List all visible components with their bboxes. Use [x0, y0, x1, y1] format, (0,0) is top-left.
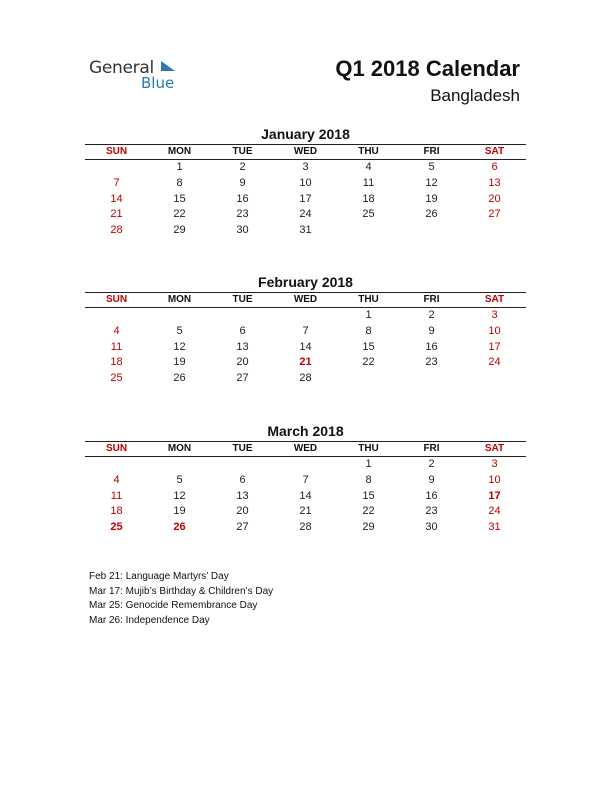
weekday-header: SAT [484, 294, 505, 305]
week-row [85, 371, 526, 387]
holiday-item: Mar 26: Independence Day [89, 614, 210, 626]
week-row [85, 223, 526, 239]
holiday-item: Mar 25: Genocide Remembrance Day [89, 600, 258, 611]
week-row [85, 207, 526, 223]
day-cell: 23 [425, 505, 438, 518]
day-cell: 13 [236, 340, 249, 353]
month-title: March 2018 [267, 423, 344, 439]
empty-day-cell [463, 371, 526, 387]
day-cell: 27 [236, 521, 249, 534]
empty-day-cell [400, 371, 463, 387]
day-cell: 1 [365, 309, 372, 321]
day-cell: 2 [428, 458, 435, 470]
week-row [85, 176, 526, 192]
holiday-item: Feb 21: Language Martyrs’ Day [89, 571, 229, 582]
month-march [85, 422, 526, 536]
day-cell: 3 [302, 161, 309, 173]
day-cell: 8 [365, 324, 372, 337]
day-cell: 19 [173, 356, 186, 369]
week-row [85, 457, 526, 473]
logo-general-text: General [89, 58, 154, 78]
weekday-header: SUN [105, 294, 128, 305]
day-cell: 9 [239, 176, 246, 189]
day-cell: 26 [425, 208, 438, 221]
day-cell: 15 [362, 340, 375, 353]
country-subtitle: Bangladesh [430, 86, 520, 105]
weekday-header: WED [293, 443, 318, 454]
day-cell: 10 [488, 324, 501, 337]
empty-day-cell [274, 457, 337, 473]
week-row [85, 324, 526, 340]
empty-day-cell [211, 457, 274, 473]
weekday-header: TUE [232, 443, 253, 454]
day-cell: 29 [362, 521, 375, 534]
page-title: Q1 2018 Calendar [335, 56, 520, 81]
weekday-header: THU [358, 443, 379, 454]
day-cell: 6 [491, 161, 498, 173]
day-cell: 22 [173, 208, 186, 221]
day-cell: 4 [113, 324, 120, 337]
day-cell: 24 [299, 208, 312, 221]
day-cell: 4 [113, 473, 120, 486]
day-cell: 1 [176, 161, 183, 173]
weekday-header: WED [293, 146, 318, 157]
week-row [85, 355, 526, 371]
week-row [85, 473, 526, 489]
day-cell: 27 [488, 208, 501, 221]
day-cell: 15 [362, 489, 375, 502]
weekday-header: THU [358, 294, 379, 305]
logo-blue-text: Blue [141, 74, 175, 92]
day-cell: 14 [299, 489, 312, 502]
day-cell: 19 [425, 192, 438, 205]
day-cell: 24 [488, 505, 501, 518]
week-row [85, 192, 526, 208]
day-cell: 12 [173, 489, 186, 502]
day-cell: 22 [362, 505, 375, 518]
day-cell: 7 [302, 324, 309, 337]
day-cell: 5 [176, 324, 183, 337]
weekday-header: SUN [105, 146, 128, 157]
day-cell: 13 [236, 489, 249, 502]
day-cell: 17 [299, 192, 312, 205]
day-cell: 11 [362, 176, 375, 189]
day-cell: 15 [173, 192, 186, 205]
day-cell: 9 [428, 324, 435, 337]
weekday-header: MON [167, 294, 192, 305]
day-cell: 26 [173, 521, 186, 534]
day-cell: 30 [425, 521, 438, 534]
empty-day-cell [85, 160, 148, 176]
day-cell: 14 [299, 340, 312, 353]
weekday-header: THU [358, 146, 379, 157]
empty-day-cell [211, 308, 274, 324]
weekday-header-row [85, 144, 526, 160]
day-cell: 12 [425, 176, 438, 189]
day-cell: 12 [173, 340, 186, 353]
weekday-header: SAT [484, 443, 505, 454]
day-cell: 7 [113, 176, 120, 189]
day-cell: 18 [110, 505, 123, 518]
generalblue-logo [89, 58, 175, 92]
weekday-header: TUE [232, 146, 253, 157]
day-cell: 11 [110, 340, 123, 353]
day-cell: 6 [239, 324, 246, 337]
day-cell: 26 [173, 372, 186, 385]
week-row [85, 504, 526, 520]
empty-day-cell [85, 457, 148, 473]
day-cell: 10 [488, 473, 501, 486]
empty-day-cell [400, 223, 463, 239]
day-cell: 23 [236, 208, 249, 221]
day-cell: 9 [428, 473, 435, 486]
day-cell: 28 [299, 372, 312, 385]
day-cell: 4 [365, 161, 372, 173]
weekday-header-row [85, 441, 526, 457]
holiday-item: Mar 17: Mujib’s Birthday & Children’s Day [89, 585, 274, 597]
day-cell: 2 [239, 161, 246, 173]
day-cell: 16 [425, 340, 438, 353]
day-cell: 14 [110, 192, 123, 205]
weekday-header: FRI [423, 443, 440, 454]
day-cell: 1 [365, 458, 372, 470]
weekday-header: MON [167, 443, 192, 454]
day-cell: 30 [236, 224, 249, 237]
empty-day-cell [337, 371, 400, 387]
day-cell: 25 [110, 372, 123, 385]
weekday-header: SAT [484, 146, 505, 157]
day-cell: 20 [488, 192, 501, 205]
day-cell: 19 [173, 505, 186, 518]
empty-day-cell [274, 308, 337, 324]
month-january [85, 125, 526, 239]
day-cell: 18 [362, 192, 375, 205]
day-cell: 28 [299, 521, 312, 534]
day-cell: 25 [110, 521, 123, 534]
holiday-list [89, 570, 273, 628]
day-cell: 11 [110, 489, 123, 502]
week-row [85, 489, 526, 505]
day-cell: 23 [425, 356, 438, 369]
day-cell: 17 [488, 340, 501, 353]
month-title: February 2018 [258, 274, 353, 290]
day-cell: 31 [488, 521, 501, 534]
day-cell: 31 [299, 224, 312, 237]
month-february [85, 273, 526, 387]
day-cell: 5 [428, 161, 435, 173]
logo-triangle-icon [161, 61, 175, 71]
weekday-header: SUN [105, 443, 128, 454]
weekday-header: FRI [423, 294, 440, 305]
month-title: January 2018 [261, 126, 350, 142]
weekday-header: MON [167, 146, 192, 157]
empty-day-cell [85, 308, 148, 324]
empty-day-cell [148, 308, 211, 324]
day-cell: 6 [239, 473, 246, 486]
day-cell: 2 [428, 309, 435, 321]
day-cell: 21 [299, 505, 312, 518]
day-cell: 22 [362, 356, 375, 369]
day-cell: 27 [236, 372, 249, 385]
weekday-header: FRI [423, 146, 440, 157]
week-row [85, 308, 526, 324]
week-row [85, 520, 526, 536]
day-cell: 17 [488, 489, 501, 502]
day-cell: 20 [236, 505, 249, 518]
day-cell: 21 [110, 208, 123, 221]
day-cell: 10 [299, 176, 312, 189]
day-cell: 3 [491, 458, 498, 470]
empty-day-cell [463, 223, 526, 239]
day-cell: 8 [365, 473, 372, 486]
day-cell: 13 [488, 176, 501, 189]
day-cell: 7 [302, 473, 309, 486]
day-cell: 3 [491, 309, 498, 321]
day-cell: 18 [110, 356, 123, 369]
day-cell: 24 [488, 356, 501, 369]
week-row [85, 340, 526, 356]
day-cell: 28 [110, 224, 123, 237]
day-cell: 25 [362, 208, 375, 221]
day-cell: 20 [236, 356, 249, 369]
weekday-header: TUE [232, 294, 253, 305]
day-cell: 16 [236, 192, 249, 205]
weekday-header-row [85, 292, 526, 308]
day-cell: 16 [425, 489, 438, 502]
empty-day-cell [337, 223, 400, 239]
empty-day-cell [148, 457, 211, 473]
day-cell: 21 [299, 356, 312, 369]
week-row [85, 160, 526, 176]
day-cell: 29 [173, 224, 186, 237]
day-cell: 8 [176, 176, 183, 189]
day-cell: 5 [176, 473, 183, 486]
weekday-header: WED [293, 294, 318, 305]
